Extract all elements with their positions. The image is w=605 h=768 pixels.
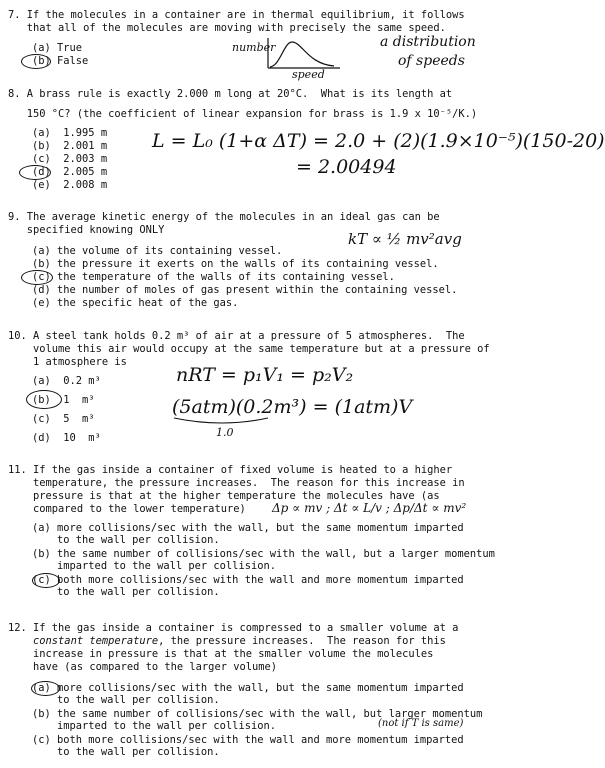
- q10-option-a: (a) 0.2 m³: [32, 375, 101, 387]
- q8-option-b: (b) 2.001 m: [32, 140, 108, 152]
- q10-stem-line1: 10. A steel tank holds 0.2 m³ of air at a pressure of 5 atmospheres. The: [8, 330, 465, 342]
- q8-work-line2: = 2.00494: [296, 156, 397, 178]
- answer-circle-q9: [21, 270, 53, 285]
- q12-option-a-cont: to the wall per collision.: [32, 694, 220, 706]
- q12-stem-line4: have (as compared to the larger volume): [8, 661, 277, 673]
- q12-option-a: (a) more collisions/sec with the wall, but the same momentum imparted: [32, 682, 464, 694]
- q8-option-d: (d) 2.005 m: [32, 166, 108, 178]
- q7-option-a: (a) True: [32, 42, 83, 54]
- q11-option-a-cont: to the wall per collision.: [32, 534, 220, 546]
- q8-stem-line1: 8. A brass rule is exactly 2.000 m long at 20°C. What is its length at: [8, 88, 453, 100]
- q11-stem-line4: compared to the lower temperature): [8, 503, 246, 515]
- q7-note-ylabel: number: [232, 41, 276, 54]
- q12-option-b: (b) the same number of collisions/sec with the wall, but larger momentum: [32, 708, 483, 720]
- q12-stem-line2: constant temperature, the pressure increases. The reason for this: [33, 635, 446, 647]
- q10-stem-line3: 1 atmosphere is: [8, 356, 127, 368]
- speed-distribution-sketch: [262, 38, 342, 70]
- q10-work-line2: (5atm)(0.2m³) = (1atm)V: [172, 396, 413, 418]
- q9-work: kT ∝ ½ mv²avg: [348, 230, 462, 248]
- q7-stem-line1: 7. If the molecules in a container are in thermal equilibrium, it follows: [8, 9, 465, 21]
- q11-stem-line2: temperature, the pressure increases. The reason for this increase in: [8, 477, 465, 489]
- q11-option-a: (a) more collisions/sec with the wall, but the same momentum imparted: [32, 522, 464, 534]
- q12-option-c-cont: to the wall per collision.: [32, 746, 220, 758]
- answer-circle-q10: [26, 390, 62, 409]
- q10-option-b: (b) 1 m³: [32, 394, 95, 406]
- q9-option-d: (d) the number of moles of gas present within the containing vessel.: [32, 284, 458, 296]
- answer-circle-q11: [32, 573, 60, 588]
- q9-option-c: (c) the temperature of the walls of its containing vessel.: [32, 271, 395, 283]
- q10-work-line1: nRT = p₁V₁ = p₂V₂: [176, 364, 354, 386]
- q8-stem-line2: 150 °C? (the coefficient of linear expansion for brass is 1.9 x 10⁻⁵/K.): [8, 108, 478, 120]
- q8-option-a: (a) 1.995 m: [32, 127, 108, 139]
- q10-stem-line2: volume this air would occupy at the same temperature but at a pressure of: [8, 343, 490, 355]
- q7-note-of-speeds: of speeds: [398, 53, 465, 69]
- q9-stem-line1: 9. The average kinetic energy of the molecules in an ideal gas can be: [8, 211, 440, 223]
- q8-option-e: (e) 2.008 m: [32, 179, 108, 191]
- q10-option-c: (c) 5 m³: [32, 413, 95, 425]
- q7-note-xlabel: speed: [292, 68, 325, 81]
- q10-work-result: 1.0: [216, 426, 234, 439]
- q10-option-d: (d) 10 m³: [32, 432, 101, 444]
- q11-stem-line1: 11. If the gas inside a container of fixed volume is heated to a higher: [8, 464, 453, 476]
- q7-option-b: (b) False: [32, 55, 89, 67]
- q7-stem-line2: that all of the molecules are moving with precisely the same speed.: [8, 22, 446, 34]
- q9-stem-line2: specified knowing ONLY: [8, 224, 165, 236]
- answer-circle-q12: [31, 681, 60, 696]
- answer-circle-q7: [21, 54, 51, 69]
- q11-option-b: (b) the same number of collisions/sec with the wall, but a larger momentum: [32, 548, 495, 560]
- q12-option-c: (c) both more collisions/sec with the wall and more momentum imparted: [32, 734, 464, 746]
- q11-option-c-cont: to the wall per collision.: [32, 586, 220, 598]
- q8-option-c: (c) 2.003 m: [32, 153, 108, 165]
- q11-stem-line3: pressure is that at the higher temperature the molecules have (as: [8, 490, 440, 502]
- q8-work-line1: L = L₀ (1+α ΔT) = 2.0 + (2)(1.9×10⁻⁵)(150-20): [152, 130, 605, 152]
- q9-option-e: (e) the specific heat of the gas.: [32, 297, 239, 309]
- answer-circle-q8: [19, 165, 51, 180]
- q12-stem-line1: 12. If the gas inside a container is compressed to a smaller volume at a: [8, 622, 459, 634]
- q9-option-a: (a) the volume of its containing vessel.: [32, 245, 283, 257]
- q9-option-b: (b) the pressure it exerts on the walls of its containing vessel.: [32, 258, 439, 270]
- q11-option-c: (c) both more collisions/sec with the wall and more momentum imparted: [32, 574, 464, 586]
- q12-work: (not if T is same): [378, 718, 464, 729]
- q7-note-distribution: a distribution: [380, 34, 476, 50]
- q12-stem-line3: increase in pressure is that at the smaller volume the molecules: [8, 648, 434, 660]
- q12-option-b-cont: imparted to the wall per collision.: [32, 720, 276, 732]
- q11-work: Δp ∝ mv ; Δt ∝ L/v ; Δp/Δt ∝ mv²: [272, 501, 467, 515]
- q11-option-b-cont: imparted to the wall per collision.: [32, 560, 276, 572]
